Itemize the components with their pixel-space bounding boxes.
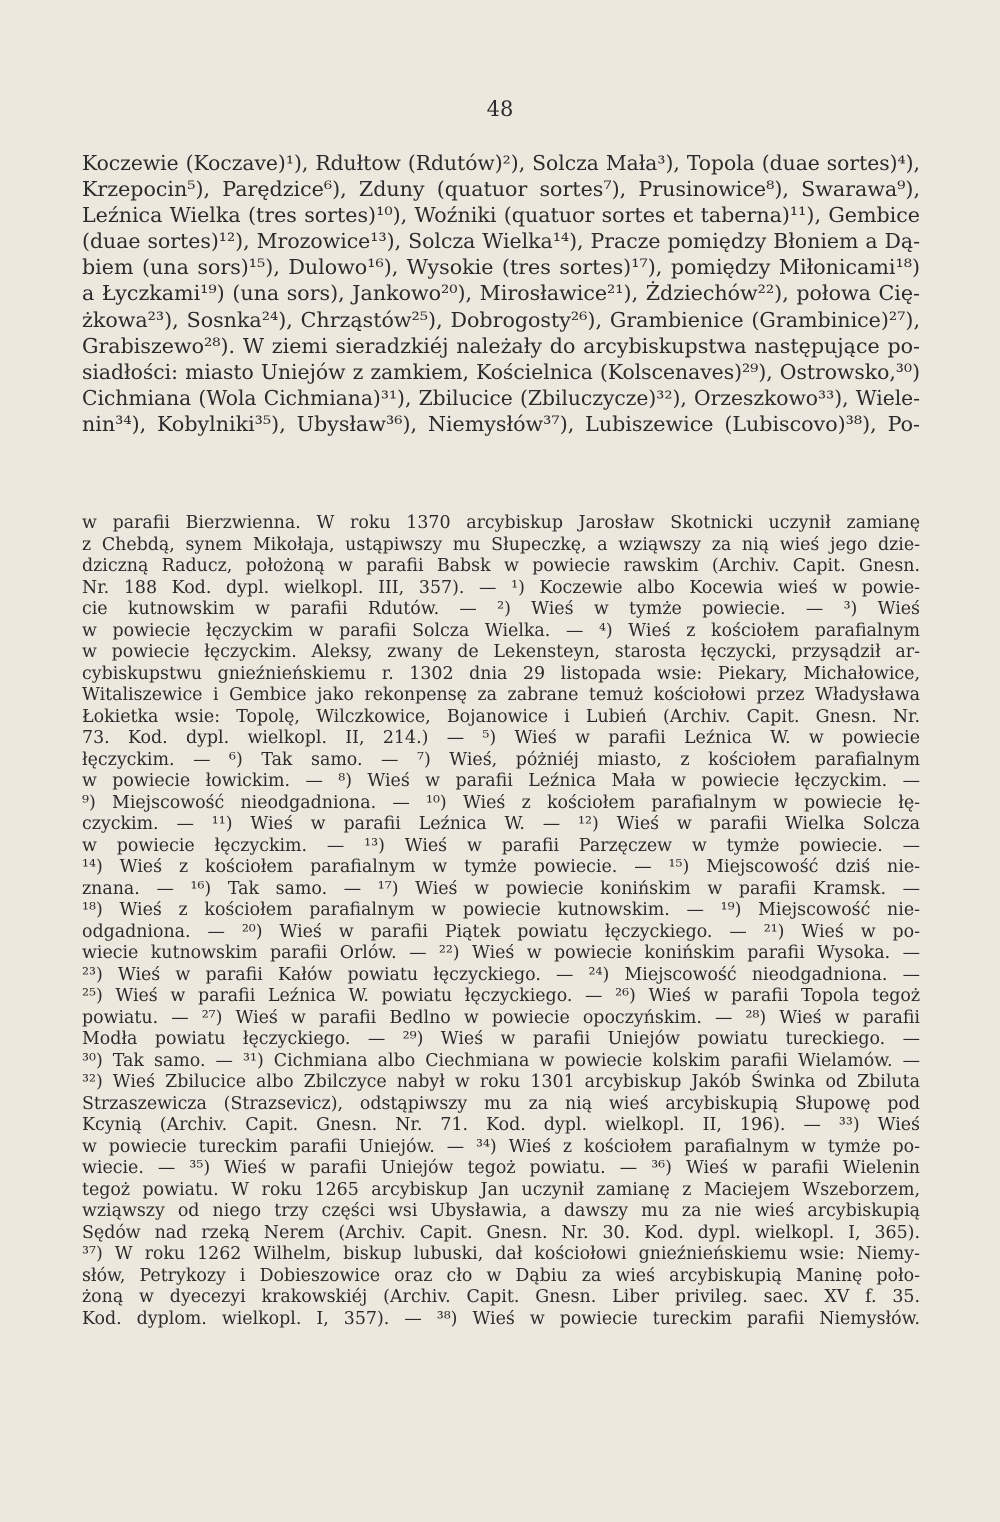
footnote-line: znana. — ¹⁶) Tak samo. — ¹⁷) Wieś w powiecie konińskim w parafii Kramsk. — [82, 878, 920, 899]
main-line: siadłości: miasto Uniejów z zamkiem, Kościelnica (Kolscenaves)²⁹), Ostrowsko,³⁰) [82, 359, 920, 384]
footnote-line: ²⁵) Wieś w parafii Leźnica W. powiatu łęczyckiego. — ²⁶) Wieś w parafii Topola tegoż [82, 986, 920, 1006]
main-line: Cichmiana (Wola Cichmiana)³¹), Zbilucice (Zbiluczycze)³²), Orzeszkowo³³), Wiele- [82, 385, 920, 410]
main-line: żkowa²³), Sosnka²⁴), Chrząstów²⁵), Dobrogosty²⁶), Grambienice (Grambinice)²⁷), [82, 307, 920, 332]
footnote-line: powiatu. — ²⁷) Wieś w parafii Bedlno w powiecie opoczyńskim. — ²⁸) Wieś w parafii [82, 1007, 920, 1028]
footnote-line: słów, Petrykozy i Dobieszowice oraz cło w Dąbiu za wieś arcybiskupią Maninę poło- [82, 1265, 920, 1286]
footnotes [82, 513, 920, 1330]
footnote-line: ¹⁴) Wieś z kościołem parafialnym w tymże powiecie. — ¹⁵) Miejscowość dziś nie- [82, 857, 920, 877]
main-text [82, 150, 920, 437]
footnote-line: żoną w dyecezyi krakowskiéj (Archiv. Capit. Gnesn. Liber privileg. saec. XV f. 35. [82, 1287, 920, 1307]
footnote-line: ²³) Wieś w parafii Kałów powiatu łęczyckiego. — ²⁴) Miejscowość nieodgadniona. — [82, 964, 920, 985]
main-line: biem (una sors)¹⁵), Dulowo¹⁶), Wysokie (tres sortes)¹⁷), pomiędzy Miłonicami¹⁸) [82, 255, 920, 280]
footnote-line: Sędów nad rzeką Nerem (Archiv. Capit. Gnesn. Nr. 30. Kod. dypl. wielkopl. I, 365). [82, 1222, 920, 1243]
footnote-line: ⁹) Miejscowość nieodgadniona. — ¹⁰) Wieś z kościołem parafialnym w powiecie łę- [82, 792, 920, 813]
main-line: Krzepocin⁵), Parędzice⁶), Zduny (quatuor sortes⁷), Prusinowice⁸), Swarawa⁹), [82, 177, 920, 202]
footnote-line: tegoż powiatu. W roku 1265 arcybiskup Jan uczynił zamianę z Maciejem Wszeborzem, [82, 1179, 920, 1200]
main-line: nin³⁴), Kobylniki³⁵), Ubysław³⁶), Niemysłów³⁷), Lubiszewice (Lubiscovo)³⁸), Po- [82, 411, 920, 436]
footnote-line: ³⁷) W roku 1262 Wilhelm, biskup lubuski, dał kościołowi gnieźnieńskiemu wsie: Niemy- [82, 1244, 920, 1264]
footnote-line: w powiecie łowickim. — ⁸) Wieś w parafii Leźnica Mała w powiecie łęczyckim. — [82, 771, 920, 791]
main-line: Grabiszewo²⁸). W ziemi sieradzkiéj należały do arcybiskupstwa następujące po- [82, 333, 920, 358]
footnote-line: Nr. 188 Kod. dypl. wielkopl. III, 357). — ¹) Koczewie albo Kocewia wieś w powie- [82, 577, 920, 598]
footnote-line: ¹⁸) Wieś z kościołem parafialnym w powiecie kutnowskim. — ¹⁹) Miejscowość nie- [82, 900, 920, 920]
footnote-line: wziąwszy od niego trzy części wsi Ubysławia, a dawszy mu za nie wieś arcybiskupią [82, 1201, 920, 1221]
main-line: a Łyczkami¹⁹) (una sors), Jankowo²⁰), Mirosławice²¹), Żdziechów²²), połowa Cię- [82, 281, 920, 306]
footnote-line: w powiecie tureckim parafii Uniejów. — ³⁴) Wieś z kościołem parafialnym w tymże po- [82, 1136, 920, 1157]
footnote-line: Witaliszewice i Gembice jako rekonpensę za zabrane temuż kościołowi przez Władysława [82, 685, 920, 705]
main-line: Koczewie (Koczave)¹), Rdułtow (Rdutów)²), Solcza Mała³), Topola (duae sortes)⁴), [82, 151, 920, 175]
main-line: Leźnica Wielka (tres sortes)¹⁰), Woźniki (quatuor sortes et taberna)¹¹), Gembice [82, 203, 920, 228]
footnote-line: Modła powiatu łęczyckiego. — ²⁹) Wieś w parafii Uniejów powiatu tureckiego. — [82, 1029, 920, 1049]
footnote-line: w parafii Bierzwienna. W roku 1370 arcybiskup Jarosław Skotnicki uczynił zamianę [82, 513, 920, 533]
footnote-line: Kod. dyplom. wielkopl. I, 357). — ³⁸) Wieś w powiecie tureckim parafii Niemysłów. [82, 1308, 920, 1329]
footnote-line: Strzaszewicza (Strazsevicz), odstąpiwszy mu za nią wieś arcybiskupią Słupowę pod [82, 1093, 920, 1114]
footnote-line: czyckim. — ¹¹) Wieś w parafii Leźnica W. — ¹²) Wieś w parafii Wielka Solcza [82, 814, 920, 834]
footnote-line: cybiskupstwu gnieźnieńskiemu r. 1302 dnia 29 listopada wsie: Piekary, Michałowice, [82, 663, 920, 684]
footnote-line: 73. Kod. dypl. wielkopl. II, 214.) — ⁵) Wieś w parafii Leźnica W. w powiecie [82, 728, 920, 748]
footnote-line: wiecie. — ³⁵) Wieś w parafii Uniejów tegoż powiatu. — ³⁶) Wieś w parafii Wielenin [82, 1158, 920, 1178]
footnote-line: odgadniona. — ²⁰) Wieś w parafii Piątek powiatu łęczyckiego. — ²¹) Wieś w po- [82, 921, 920, 942]
footnote-line: cie kutnowskim w parafii Rdutów. — ²) Wieś w tymże powiecie. — ³) Wieś [82, 599, 920, 619]
footnote-line: z Chebdą, synem Mikołaja, ustąpiwszy mu Słupeczkę, a wziąwszy za nią wieś jego dzie- [82, 534, 920, 555]
footnote-line: łęczyckim. — ⁶) Tak samo. — ⁷) Wieś, póżniéj miasto, z kościołem parafialnym [82, 749, 920, 770]
footnote-line: w powiecie łęczyckim. — ¹³) Wieś w parafii Parzęczew w tymże powiecie. — [82, 835, 920, 856]
footnote-line: dziczną Raducz, położoną w parafii Babsk w powiecie rawskim (Archiv. Capit. Gnesn. [82, 556, 920, 576]
footnote-line: w powiecie łęczyckim. Aleksy, zwany de Lekensteyn, starosta łęczycki, przysądził ar- [82, 642, 920, 662]
footnote-line: ³⁰) Tak samo. — ³¹) Cichmiana albo Ciechmiana w powiecie kolskim parafii Wielamów. — [82, 1050, 920, 1071]
footnote-line: Łokietka wsie: Topolę, Wilczkowice, Bojanowice i Lubień (Archiv. Capit. Gnesn. Nr. [82, 706, 920, 727]
footnote-line: Kcynią (Archiv. Capit. Gnesn. Nr. 71. Kod. dypl. wielkopl. II, 196). — ³³) Wieś [82, 1115, 920, 1135]
footnote-line: wiecie kutnowskim parafii Orlów. — ²²) Wieś w powiecie konińskim parafii Wysoka. — [82, 943, 920, 963]
footnote-line: ³²) Wieś Zbilucice albo Zbilczyce nabył w roku 1301 arcybiskup Jakób Świnka od Zbiluta [82, 1072, 920, 1092]
page-number: 48 [486, 97, 514, 121]
main-line: (duae sortes)¹²), Mrozowice¹³), Solcza Wielka¹⁴), Pracze pomiędzy Błoniem a Dą- [82, 229, 920, 254]
footnote-line: w powiecie łęczyckim w parafii Solcza Wielka. — ⁴) Wieś z kościołem parafialnym [82, 620, 920, 641]
